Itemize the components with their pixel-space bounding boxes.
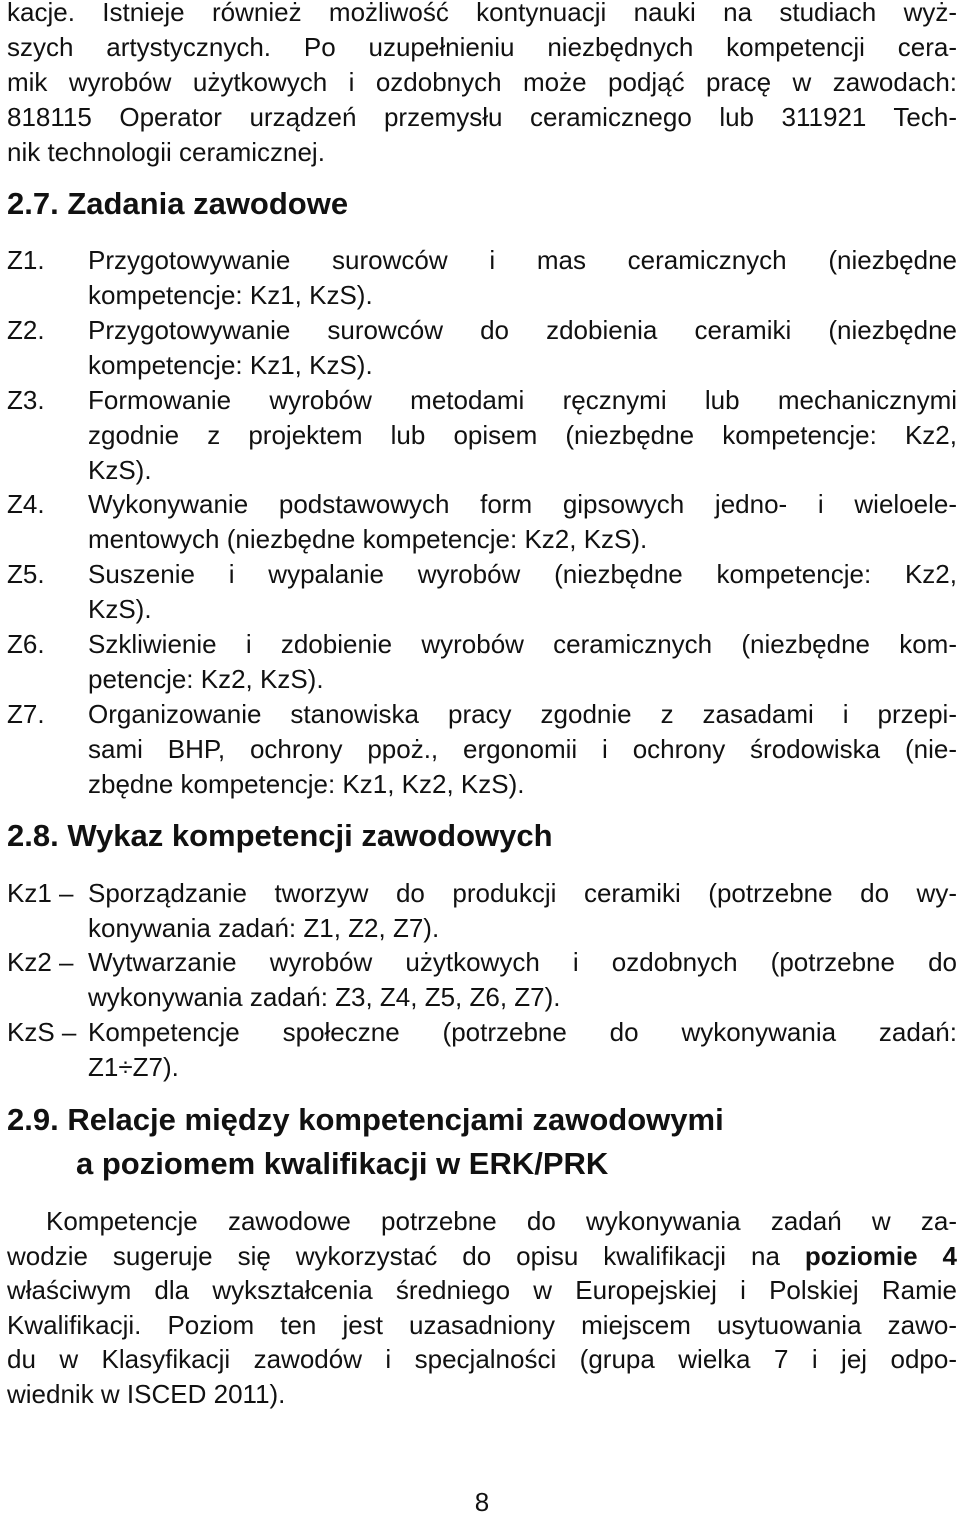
- competency-kz2-line-2: wykonywania zadań: Z3, Z4, Z5, Z6, Z7).: [88, 982, 561, 1012]
- intro-line-3: mik wyrobów użytkowych i ozdobnych może podjąć pracę w zawodach:: [7, 67, 957, 97]
- section-heading-2-8: 2.8. Wykaz kompetencji zawodowych: [7, 818, 553, 853]
- page-number: 8: [474, 1487, 490, 1517]
- competency-kz1-line-1: Sporządzanie tworzyw do produkcji ceramiki (potrzebne do wy-: [88, 878, 957, 908]
- task-z2-line-2: kompetencje: Kz1, KzS).: [88, 350, 373, 380]
- task-z6-line-1: Szkliwienie i zdobienie wyrobów ceramicznych (niezbędne kom-: [88, 629, 957, 659]
- paragraph-line-3: właściwym dla wykształcenia średniego w Europejskiej i Polskiej Ramie: [7, 1275, 957, 1305]
- section-2-9-paragraph: [7, 1204, 957, 1411]
- task-id-z5: Z5.: [7, 559, 45, 589]
- section-heading-2-9: 2.9. Relacje między kompetencjami zawodowymi: [7, 1102, 724, 1137]
- task-z3-line-3: KzS).: [88, 455, 152, 485]
- task-z7-line-1: Organizowanie stanowiska pracy zgodnie z zasadami i przepi-: [88, 699, 957, 729]
- task-id-z6: Z6.: [7, 629, 45, 659]
- task-z3-line-2: zgodnie z projektem lub opisem (niezbędne kompetencje: Kz2,: [88, 420, 957, 450]
- paragraph-line-2-text: wodzie sugeruje się wykorzystać do opisu kwalifikacji na: [7, 1240, 805, 1271]
- task-z5-line-1: Suszenie i wypalanie wyrobów (niezbędne kompetencje: Kz2,: [88, 559, 957, 589]
- paragraph-line-2: [7, 1239, 957, 1274]
- competency-id-kz1: Kz1 –: [7, 878, 74, 908]
- task-z1-line-1: Przygotowywanie surowców i mas ceramicznych (niezbędne: [88, 245, 957, 275]
- intro-line-1: kacje. Istnieje również możliwość kontynuacji nauki na studiach wyż-: [7, 0, 957, 27]
- section-heading-2-9-continuation: a poziomem kwalifikacji w ERK/PRK: [76, 1146, 609, 1181]
- task-z1-line-2: kompetencje: Kz1, KzS).: [88, 280, 373, 310]
- task-z6-line-2: petencje: Kz2, KzS).: [88, 664, 324, 694]
- task-z7-line-3: zbędne kompetencje: Kz1, Kz2, KzS).: [88, 769, 525, 799]
- paragraph-line-6: wiednik w ISCED 2011).: [7, 1378, 286, 1409]
- paragraph-level-emphasis: poziomie 4: [804, 1240, 957, 1271]
- task-z3-line-1: Formowanie wyrobów metodami ręcznymi lub mechanicznymi: [88, 385, 957, 415]
- task-id-z4: Z4.: [7, 489, 45, 519]
- paragraph-line-4: Kwalifikacji. Poziom ten jest uzasadniony miejscem usytuowania zawo-: [7, 1309, 957, 1340]
- task-id-z7: Z7.: [7, 699, 45, 729]
- paragraph-line-1: Kompetencje zawodowe potrzebne do wykonywania zadań w za-: [46, 1206, 957, 1236]
- task-z4-line-2: mentowych (niezbędne kompetencje: Kz2, KzS).: [88, 524, 648, 554]
- competency-kzs-line-1: Kompetencje społeczne (potrzebne do wykonywania zadań:: [88, 1017, 957, 1047]
- task-z2-line-1: Przygotowywanie surowców do zdobienia ceramiki (niezbędne: [88, 315, 957, 345]
- task-z7-line-2: sami BHP, ochrony ppoż., ergonomii i ochrony środowiska (nie-: [88, 734, 957, 764]
- section-heading-2-7: 2.7. Zadania zawodowe: [7, 186, 349, 221]
- competency-kz2-line-1: Wytwarzanie wyrobów użytkowych i ozdobnych (potrzebne do: [88, 947, 957, 977]
- task-id-z1: Z1.: [7, 245, 45, 275]
- competency-id-kzs: KzS –: [7, 1017, 77, 1047]
- task-id-z3: Z3.: [7, 385, 45, 415]
- competency-id-kz2: Kz2 –: [7, 947, 74, 977]
- task-id-z2: Z2.: [7, 315, 45, 345]
- document-page: [7, 0, 957, 1515]
- intro-line-4: 818115 Operator urządzeń przemysłu ceramicznego lub 311921 Tech-: [7, 102, 957, 132]
- task-z5-line-2: KzS).: [88, 594, 152, 624]
- paragraph-line-5: du w Klasyfikacji zawodów i specjalności (grupa wielka 7 i jej odpo-: [7, 1344, 957, 1374]
- competency-kz1-line-2: konywania zadań: Z1, Z2, Z7).: [88, 913, 440, 943]
- intro-line-2: szych artystycznych. Po uzupełnieniu niezbędnych kompetencji cera-: [7, 32, 957, 62]
- intro-line-5: nik technologii ceramicznej.: [7, 137, 325, 167]
- competency-kzs-line-2: Z1÷Z7).: [88, 1052, 179, 1082]
- task-z4-line-1: Wykonywanie podstawowych form gipsowych jedno- i wieloele-: [88, 489, 957, 519]
